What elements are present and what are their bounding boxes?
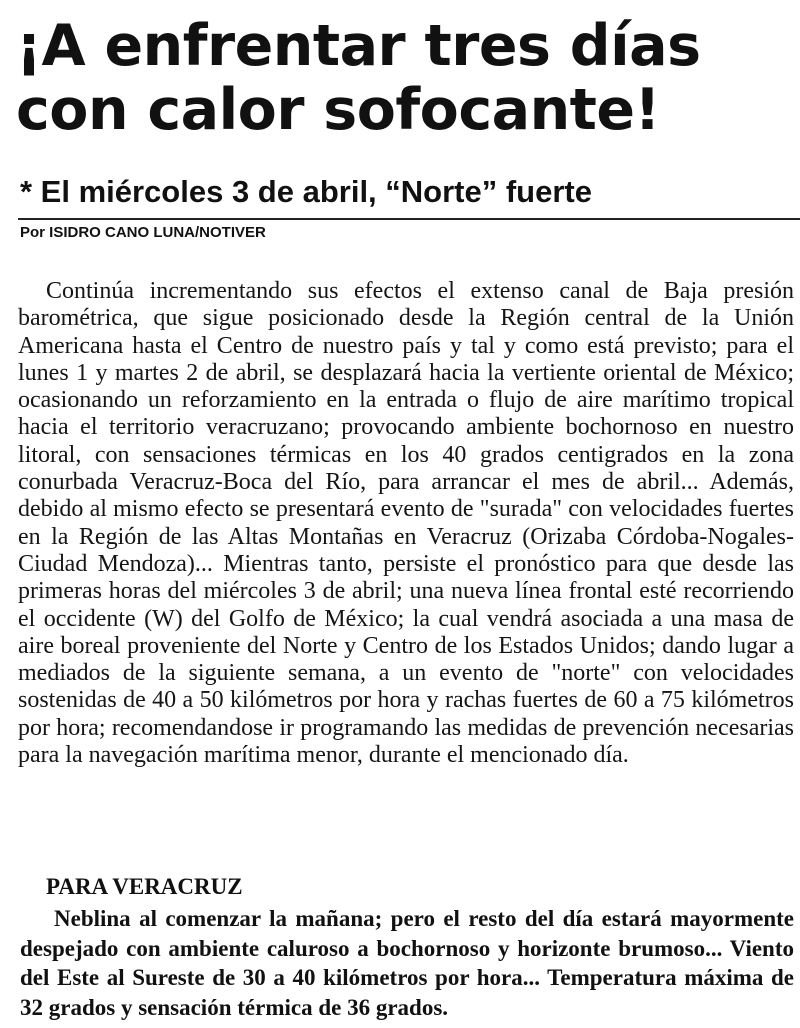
section-heading: PARA VERACRUZ [46,874,243,899]
divider-rule [18,218,800,220]
article-body: Continúa incrementando sus efectos el extenso canal de Baja presión barométrica, que sigue posicionado desde la Región central de la Unión Americana hasta el Centro de nuestro país y tal y como está previsto; para el lunes 1 y martes 2 de abril, se desplazará hacia la vertiente oriental de México; ocasionando un reforzamiento en la entrada o flujo de aire marítimo tropical hacia el territorio veracruzano; provocando ambiente bochornoso en nuestro litoral, con sensaciones térmicas en los 40 grados centigrados en la zona conurbada Veracruz-Boca del Río, para arrancar el mes de abril... Además, debido al mismo efecto se presentará evento de "surada" con velocidades fuertes en la Región de las Altas Montañas en Veracruz (Orizaba Córdoba-Nogales-Ciudad Mendoza)... Mientras tanto, persiste el pronóstico para que desde las primeras horas del miércoles 3 de abril; una nueva línea frontal esté recorriendo el occidente (W) del Golfo de México; la cual vendrá asociada a una masa de aire boreal proveniente del Norte y Centro de los Estados Unidos; dando lugar a mediados de la siguiente semana, a un evento de "norte" con velocidades sostenidas de 40 a 50 kilómetros por hora y rachas fuertes de 60 a 75 kilómetros por hora; recomendandose ir programando las medidas de prevención necesarias para la navegación marítima menor, durante el mencionado día. [18,278,794,769]
article-subheadline: * El miércoles 3 de abril, “Norte” fuerte [20,174,592,209]
article-byline: Por ISIDRO CANO LUNA/NOTIVER [20,224,266,241]
article-headline: ¡A enfrentar tres días con calor sofocante! [16,13,701,143]
section-forecast-text: Neblina al comenzar la mañana; pero el resto del día estará mayormente despejado con ambiente caluroso a bochornoso y horizonte brumoso... Viento del Este al Sureste de 30 a 40 kilómetros por hora... Temperatura máxima de 32 grados y sensación térmica de 36 grados. [20,906,794,1020]
